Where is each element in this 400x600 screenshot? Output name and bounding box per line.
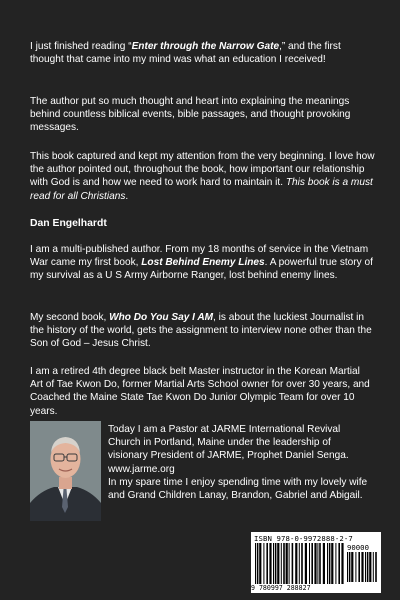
book-title-lost-behind-enemy-lines: Lost Behind Enemy Lines <box>141 257 265 269</box>
barcode-bars <box>255 543 345 584</box>
isbn-number: ISBN 978-0-9972888-2-7 <box>254 534 353 543</box>
review-paragraph-3 <box>30 150 375 203</box>
author-text: , is about the luckiest Journalist in the history of the world, gets the assignment to interview none other than the Son of God – Jesus Christ. <box>30 312 372 350</box>
author-paragraph-3: I am a retired 4th degree black belt Master instructor in the Korean Martial Art of Tae Kwon Do, former Martial Arts School owner for over 30 years, and Coached the Maine State Tae Kwon Do Junior Olympic Team for over 10 years. <box>30 366 370 417</box>
review-text: I just finished reading “ <box>30 41 132 52</box>
author-text: . A powerful true story of my survival as a U S Army Airborne Ranger, lost behind enemy lines. <box>30 257 373 282</box>
price-barcode-bars <box>347 552 377 582</box>
author-portrait-image <box>30 421 101 521</box>
isbn-barcode <box>251 532 381 593</box>
author-text: My second book, <box>30 312 110 323</box>
review-text: This book captured and kept my attention from the very beginning. I love how the author pointed out, throughout the book, how important our relationship with God is and how we need to work hard to maintain it. <box>30 151 375 189</box>
book-title-narrow-gate: Enter through the Narrow Gate <box>131 41 280 52</box>
author-paragraph-2 <box>30 311 375 351</box>
review-paragraph-2: The author put so much thought and heart into explaining the meanings behind countless biblical events, bible passages, and thought provoking messages. <box>30 96 351 134</box>
author-text: I am a multi-published author. From my 18 months of service in the Vietnam War came my first book, <box>30 244 369 269</box>
review-emphasis: This book is a must read for all Christians <box>30 177 373 202</box>
author-bio-family: In my spare time I enjoy spending time with my lovely wife and Grand Children Lanay, Brandon, Gabriel and Abigail. <box>108 477 368 502</box>
author-photo <box>30 421 101 521</box>
ean-digits: 9 780997 288827 <box>251 584 311 592</box>
author-name: Dan Engelhardt <box>30 218 107 229</box>
author-bio-pastor: Today I am a Pastor at JARME International Revival Church in Portland, Maine under the leadership of visionary President of JARME, Prophet Daniel Senga. www.jarme.org <box>108 424 349 475</box>
book-title-who-do-you-say-i-am: Who Do You Say I AM <box>109 312 214 323</box>
review-paragraph-1 <box>30 40 375 66</box>
author-paragraph-1 <box>30 243 375 283</box>
review-text: . <box>125 190 129 202</box>
price-code: 90000 <box>347 543 369 552</box>
review-text: ,” and the first thought that came into my mind was what an education I received! <box>30 41 341 66</box>
